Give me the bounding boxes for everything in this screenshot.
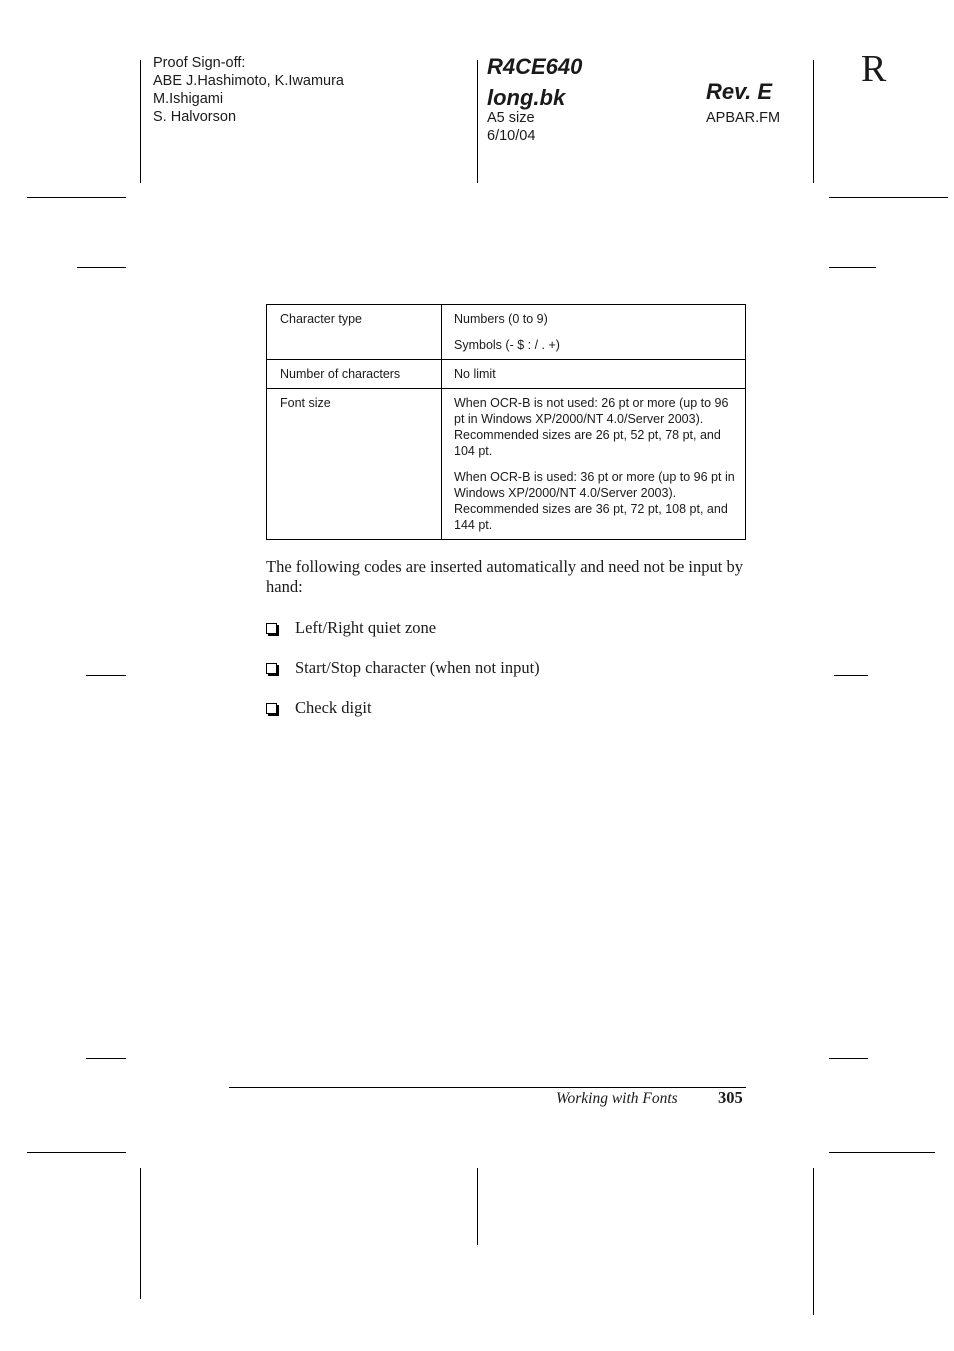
barcode-spec-table	[266, 304, 746, 540]
crop-mark	[829, 267, 876, 268]
corner-letter: R	[861, 48, 887, 90]
crop-mark	[86, 1058, 126, 1059]
crop-mark	[813, 1168, 814, 1315]
footer-rule	[229, 1087, 746, 1088]
row-value	[442, 305, 746, 360]
crop-mark	[829, 1152, 935, 1153]
crop-mark	[140, 1168, 141, 1299]
row-label: Font size	[267, 389, 442, 540]
row-label: Number of characters	[267, 360, 442, 389]
proof-signoff	[153, 54, 344, 126]
checkbox-bullet-icon	[266, 623, 277, 634]
checkbox-bullet-icon	[266, 703, 277, 714]
doc-title-line1: R4CE640	[487, 54, 583, 79]
crop-mark	[27, 197, 126, 198]
proof-line: ABE J.Hashimoto, K.Iwamura	[153, 73, 344, 89]
proof-line: S. Halvorson	[153, 109, 237, 125]
list-item-text: Left/Right quiet zone	[295, 618, 437, 637]
checkbox-bullet-icon	[266, 663, 277, 674]
row-value	[442, 360, 746, 389]
filename: APBAR.FM	[706, 110, 781, 126]
intro-paragraph: The following codes are inserted automatically and need not be input by hand:	[266, 557, 743, 596]
crop-mark	[829, 1058, 868, 1059]
crop-mark	[140, 60, 141, 183]
proof-line: Proof Sign-off:	[153, 55, 246, 71]
doc-title	[487, 51, 582, 113]
page-size: A5 size	[487, 110, 535, 126]
value-paragraph: Symbols (- $ : / . +)	[454, 338, 560, 352]
value-paragraph: Numbers (0 to 9)	[454, 312, 548, 326]
proof-line: M.Ishigami	[153, 91, 224, 107]
table-row	[267, 360, 746, 389]
crop-mark	[834, 675, 868, 676]
doc-meta	[487, 109, 535, 145]
crop-mark	[829, 197, 948, 198]
value-paragraph: No limit	[454, 367, 496, 381]
row-label: Character type	[267, 305, 442, 360]
doc-date: 6/10/04	[487, 128, 536, 144]
crop-mark	[27, 1152, 126, 1153]
page-number: 305	[718, 1088, 743, 1107]
crop-mark	[813, 60, 814, 183]
list-item-text: Start/Stop character (when not input)	[295, 658, 540, 677]
revision: Rev. E	[706, 79, 773, 104]
value-paragraph: When OCR-B is used: 36 pt or more (up to 96 pt in Windows XP/2000/NT 4.0/Server 2003). Recommended sizes are 36 pt, 72 pt, 108 pt, and 144 pt.	[454, 470, 735, 532]
crop-mark	[477, 1168, 478, 1245]
crop-mark	[86, 675, 126, 676]
table-row	[267, 305, 746, 360]
list-item-text: Check digit	[295, 698, 372, 717]
crop-mark	[477, 60, 478, 183]
footer-section-title: Working with Fonts	[556, 1090, 678, 1107]
crop-mark	[77, 267, 126, 268]
table-row	[267, 389, 746, 540]
doc-title-line2: long.bk	[487, 85, 566, 110]
row-value	[442, 389, 746, 540]
value-paragraph: When OCR-B is not used: 26 pt or more (up to 96 pt in Windows XP/2000/NT 4.0/Server 2003). Recommended sizes are 26 pt, 52 pt, 78 pt, and 104 pt.	[454, 396, 729, 458]
